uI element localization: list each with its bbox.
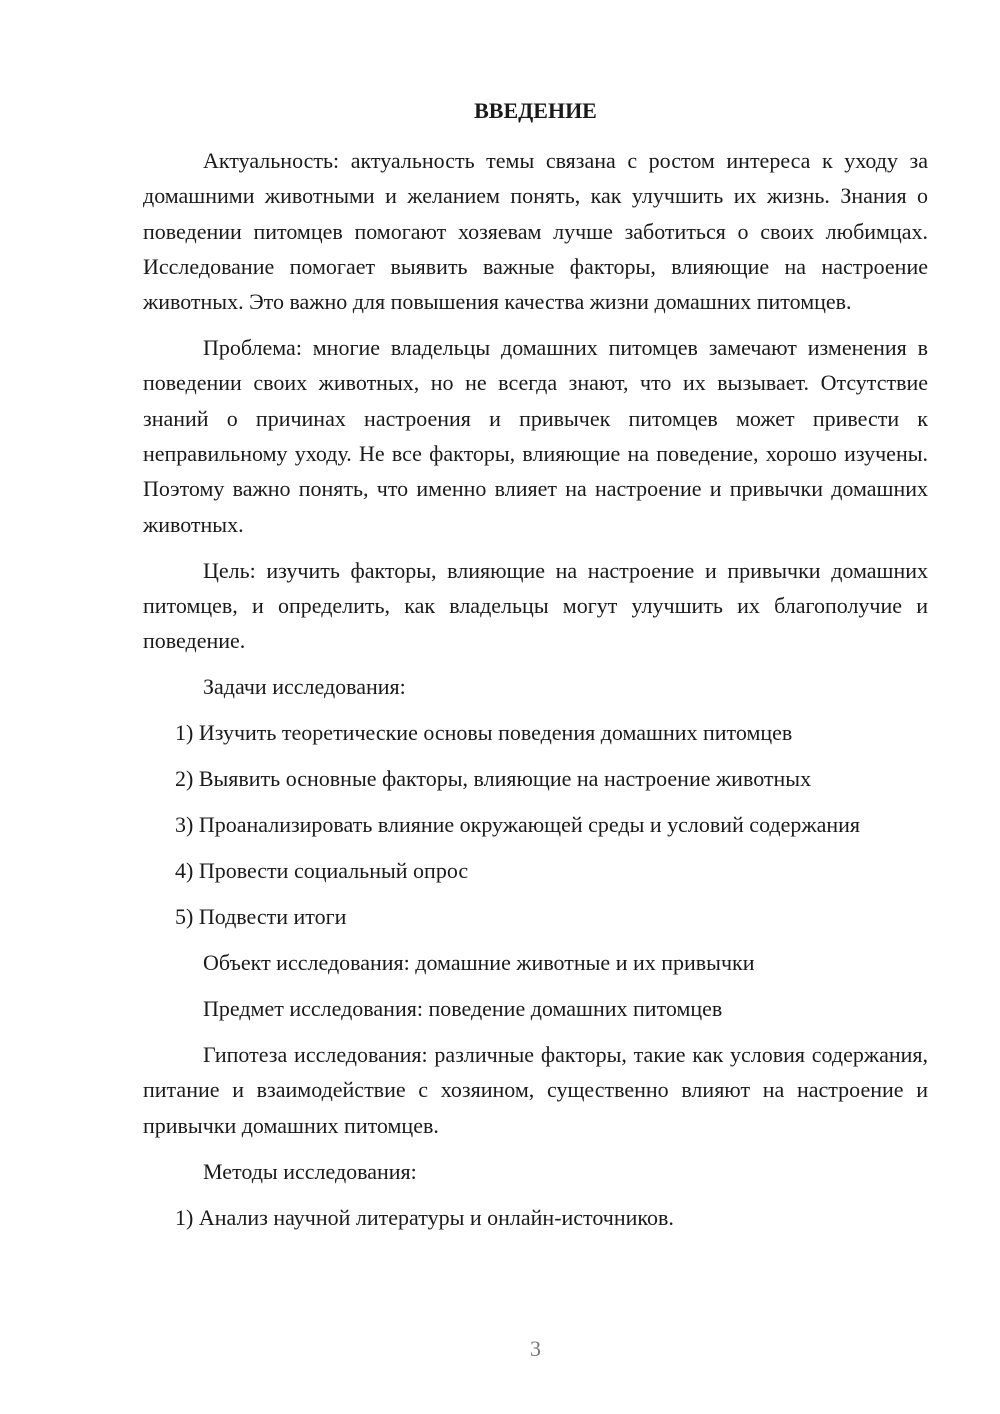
document-body bbox=[143, 143, 928, 1246]
research-object: Объект исследования: домашние животные и их привычки bbox=[203, 950, 755, 976]
goal-paragraph: Цель: изучить факторы, влияющие на настроение и привычки домашних питомцев, и определить, как владельцы могут улучшить их благополучие и поведение. bbox=[143, 557, 928, 654]
task-item-1: 1) Изучить теоретические основы поведения домашних питомцев bbox=[175, 720, 793, 746]
page-number: 3 bbox=[530, 1336, 541, 1361]
document-page bbox=[143, 0, 928, 1414]
method-item-1: 1) Анализ научной литературы и онлайн-источников. bbox=[175, 1204, 674, 1230]
research-subject: Предмет исследования: поведение домашних питомцев bbox=[203, 996, 723, 1022]
task-item-3: 3) Проанализировать влияние окружающей среды и условий содержания bbox=[175, 812, 861, 838]
methods-heading: Методы исследования: bbox=[203, 1158, 417, 1184]
relevance-paragraph: Актуальность: актуальность темы связана с ростом интереса к уходу за домашними животными и желанием понять, как улучшить их жизнь. Знания о поведении питомцев помогают хозяевам лучше заботиться о своих любимцах. Исследование помогает выявить важные факторы, влияющие на настроение животных. Это важно для повышения качества жизни домашних питомцев. bbox=[143, 148, 928, 315]
task-item-5: 5) Подвести итоги bbox=[175, 904, 347, 930]
task-item-4: 4) Провести социальный опрос bbox=[175, 858, 469, 884]
tasks-heading: Задачи исследования: bbox=[203, 674, 406, 700]
page-title: ВВЕДЕНИЕ bbox=[474, 98, 597, 123]
problem-paragraph: Проблема: многие владельцы домашних питомцев замечают изменения в поведении своих животных, но не всегда знают, что их вызывает. Отсутствие знаний о причинах настроения и привычек питомцев может привести к неправильному уходу. Не все факторы, влияющие на поведение, хорошо изучены. Поэтому важно понять, что именно влияет на настроение и привычки домашних животных. bbox=[143, 335, 928, 537]
task-item-2: 2) Выявить основные факторы, влияющие на настроение животных bbox=[175, 766, 812, 792]
research-hypothesis: Гипотеза исследования: различные факторы, такие как условия содержания, питание и взаимодействие с хозяином, существенно влияют на настроение и привычки домашних питомцев. bbox=[143, 1042, 928, 1138]
